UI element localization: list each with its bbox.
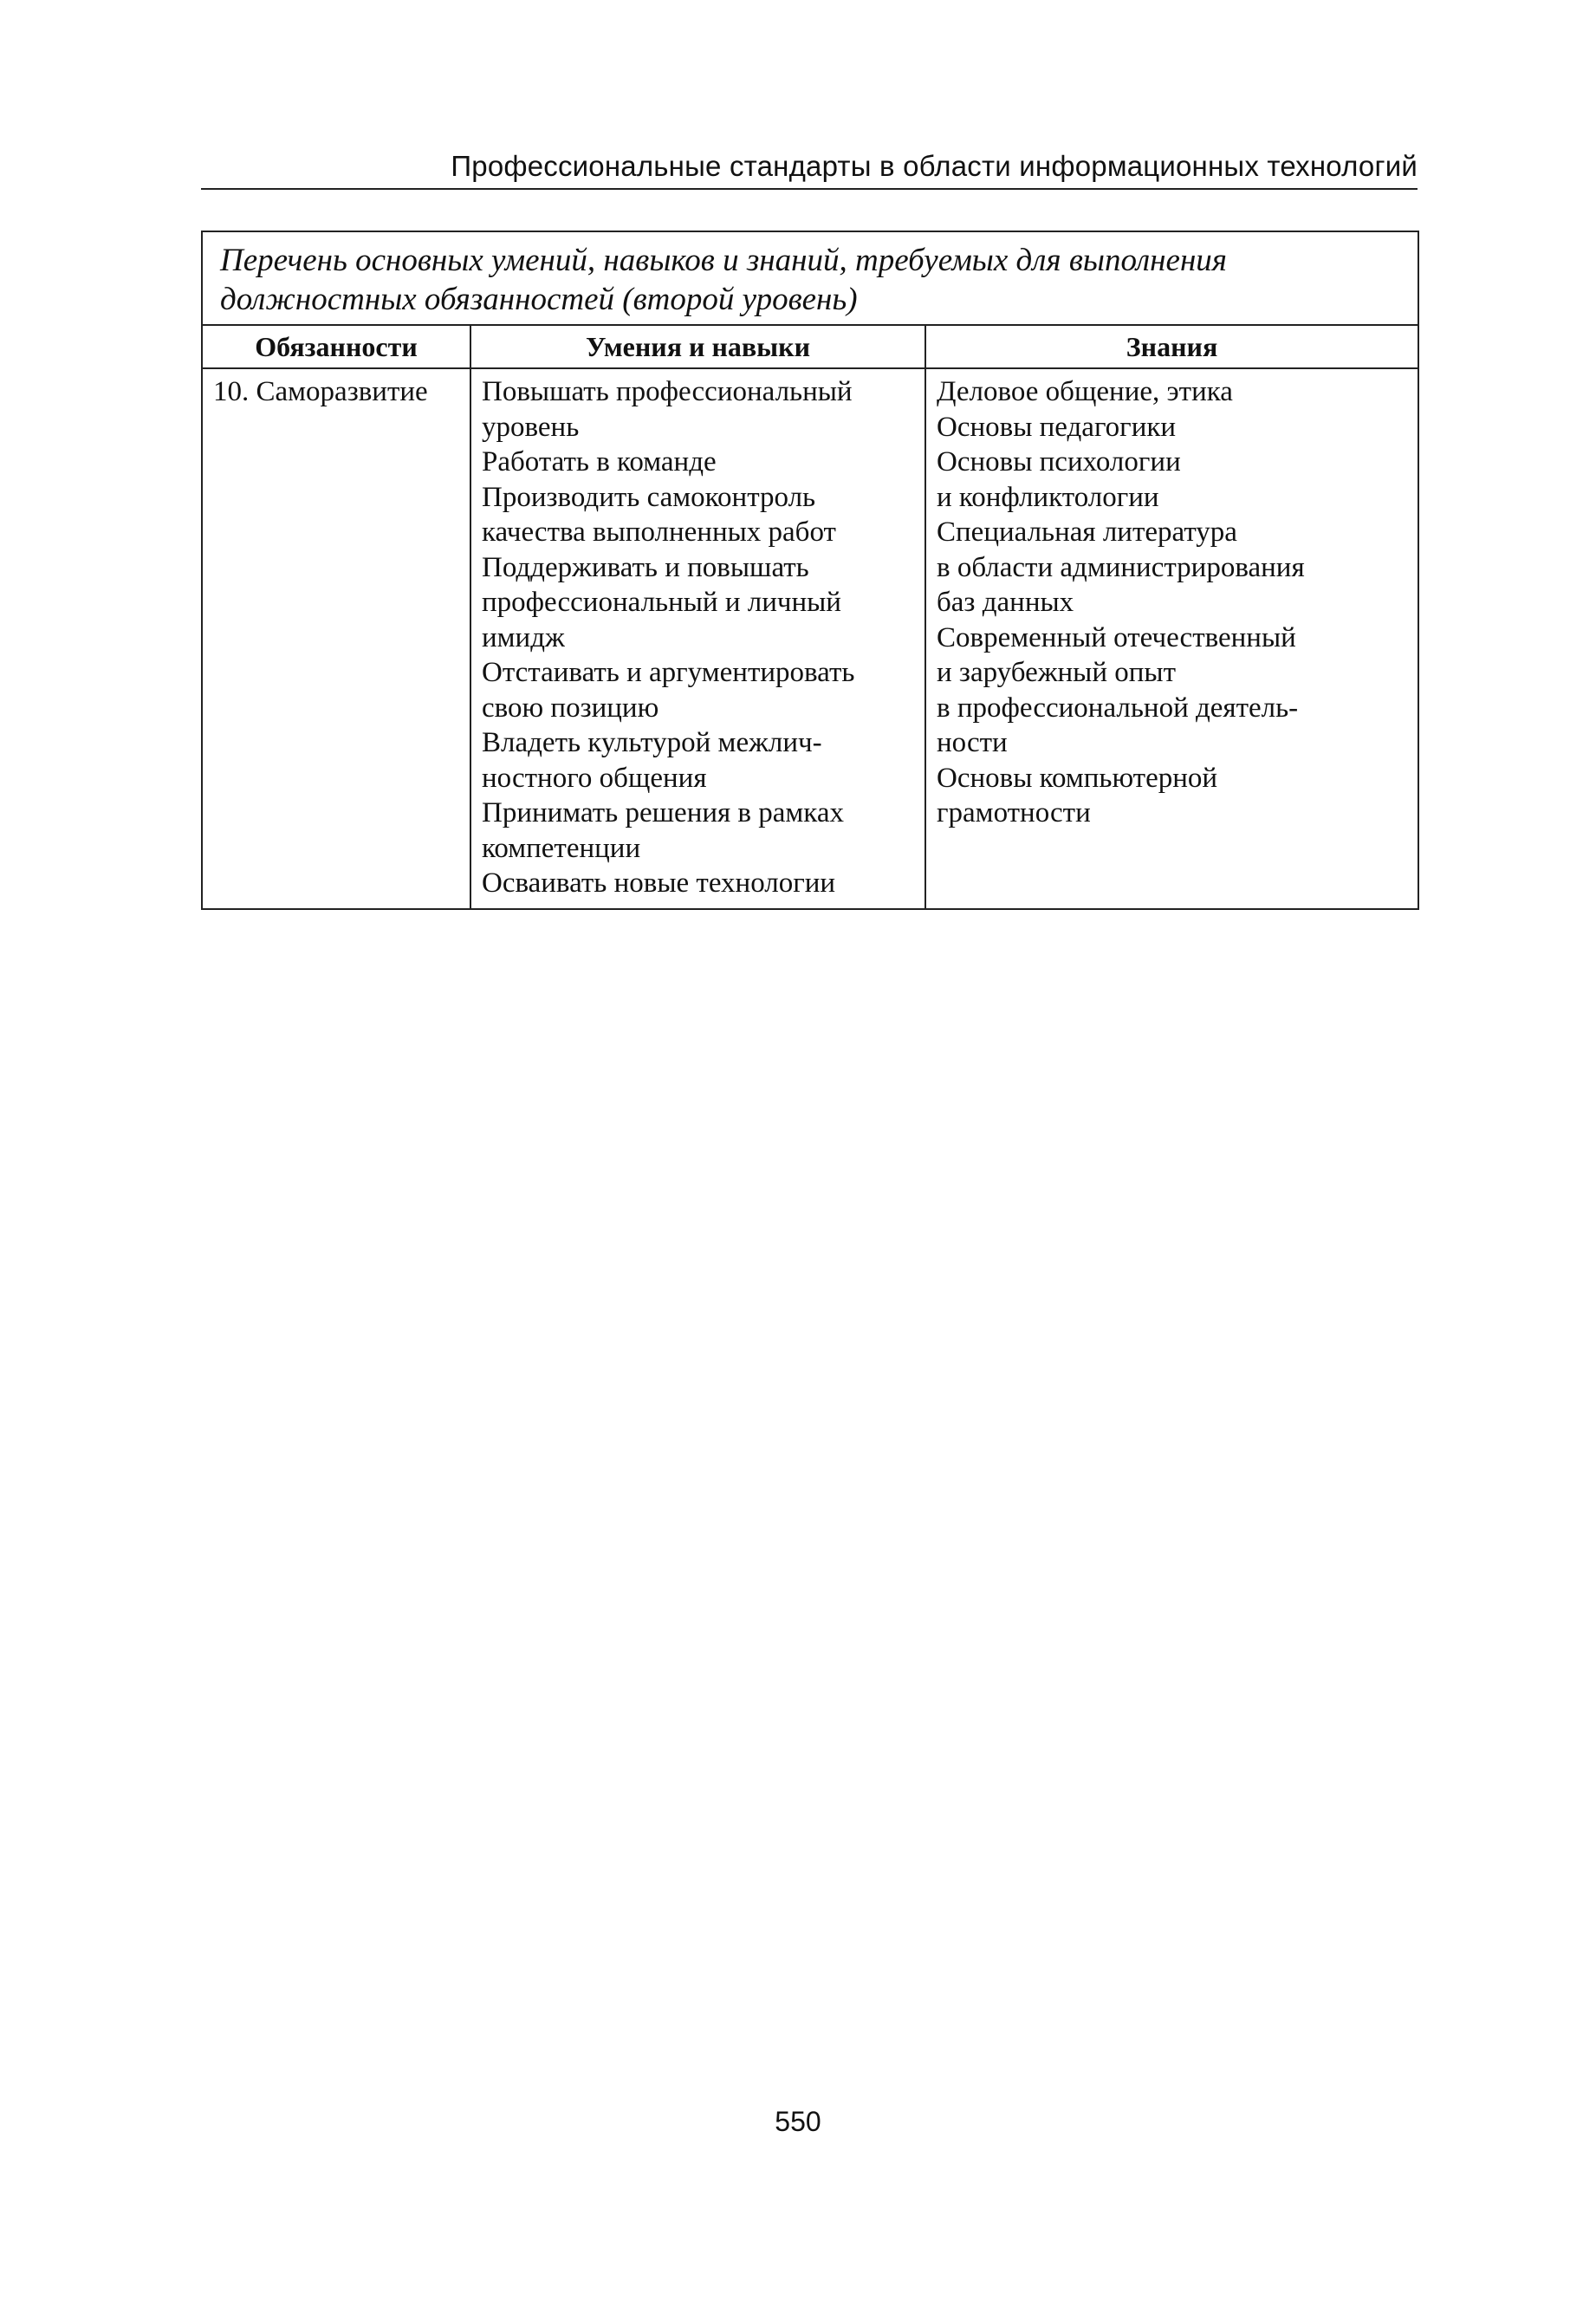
column-header-skills: Умения и навыки	[470, 325, 925, 368]
skills-line: Отстаивать и аргументировать	[482, 657, 855, 688]
knowledge-line: Основы педагогики	[937, 411, 1177, 443]
knowledge-line: Деловое общение, этика	[937, 376, 1233, 407]
page-number: 550	[775, 2106, 821, 2137]
skills-line: Поддерживать и повышать	[482, 551, 809, 583]
skills-line: Повышать профессиональный	[482, 376, 853, 407]
skills-line: Производить самоконтроль	[482, 481, 816, 513]
table-header-row	[202, 325, 1418, 368]
knowledge-line: Современный отечественный	[937, 621, 1296, 653]
knowledge-line: Основы психологии	[937, 446, 1181, 478]
skills-line: свою позицию	[482, 692, 659, 724]
table-caption-row	[202, 231, 1418, 325]
knowledge-line: баз данных	[937, 587, 1074, 618]
skills-line: компетенции	[482, 832, 641, 864]
knowledge-line: и конфликтологии	[937, 481, 1159, 513]
table-row	[202, 368, 1418, 909]
skills-line: качества выполненных работ	[482, 517, 836, 548]
column-header-duties: Обязанности	[202, 325, 470, 368]
running-header: Профессиональные стандарты в области информационных технологий	[451, 150, 1418, 182]
knowledge-line: в области администрирования	[937, 551, 1305, 583]
skills-cell	[470, 368, 925, 909]
knowledge-line: грамотности	[937, 797, 1091, 828]
duty-cell	[202, 368, 470, 909]
header-rule	[201, 188, 1418, 190]
knowledge-line: ности	[937, 727, 1008, 758]
skills-line: профессиональный и личный	[482, 587, 841, 618]
knowledge-cell	[925, 368, 1418, 909]
knowledge-line: и зарубежный опыт	[937, 657, 1177, 688]
skills-line: Принимать решения в рамках	[482, 797, 844, 828]
knowledge-line: Специальная литература	[937, 517, 1237, 548]
knowledge-line: в профессиональной деятель-	[937, 692, 1299, 724]
duties-table	[201, 231, 1419, 910]
table-caption-line: Перечень основных умений, навыков и знаний, требуемых для выполнения	[220, 243, 1227, 278]
table-caption-line: должностных обязанностей (второй уровень)	[220, 282, 858, 317]
column-header-knowledge: Знания	[925, 325, 1418, 368]
table-caption	[202, 231, 1418, 325]
skills-line: уровень	[482, 411, 580, 443]
skills-line: ностного общения	[482, 762, 707, 794]
skills-line: Работать в команде	[482, 446, 717, 478]
duty-text: 10. Саморазвитие	[213, 376, 428, 407]
skills-line: имидж	[482, 621, 565, 653]
skills-line: Осваивать новые технологии	[482, 867, 836, 899]
knowledge-line: Основы компьютерной	[937, 762, 1218, 794]
skills-line: Владеть культурой межлич-	[482, 727, 822, 758]
